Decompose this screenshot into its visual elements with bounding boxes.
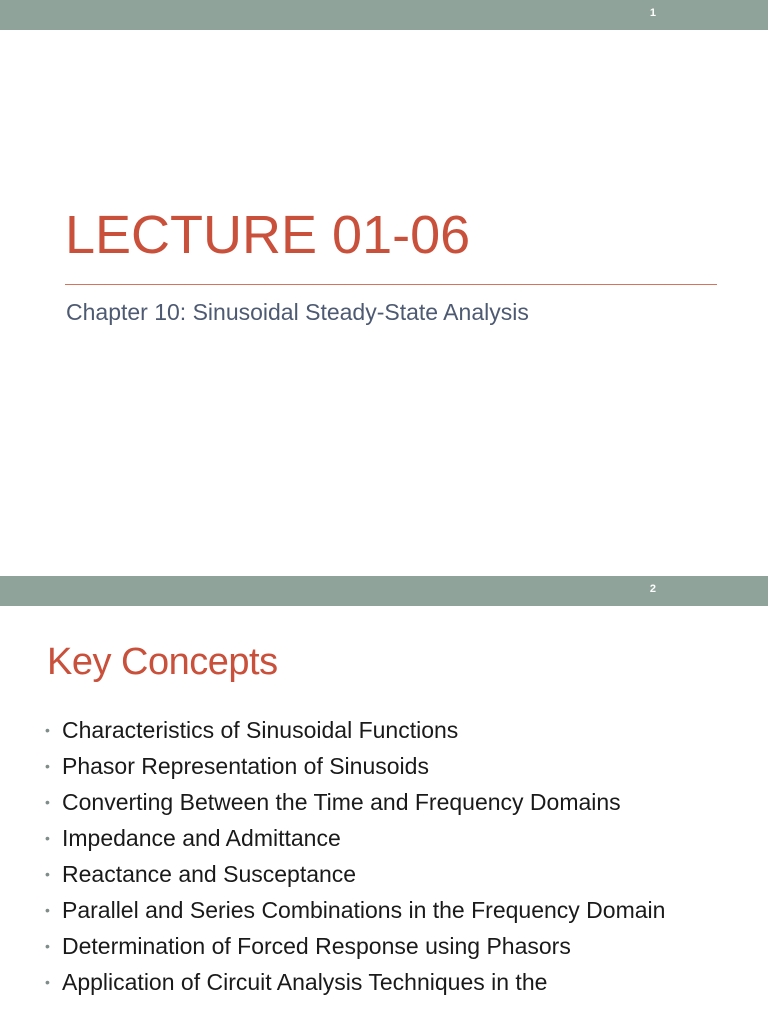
list-item-text: Characteristics of Sinusoidal Functions xyxy=(62,717,459,743)
slide-2 xyxy=(0,576,768,1024)
bullet-icon: • xyxy=(45,938,50,954)
slide-subtitle: Chapter 10: Sinusoidal Steady-State Analysis xyxy=(66,299,529,325)
bullet-icon: • xyxy=(45,722,50,738)
slide-title: LECTURE 01-06 xyxy=(65,205,471,265)
bullet-icon: • xyxy=(45,830,50,846)
list-item xyxy=(44,895,724,926)
list-item xyxy=(44,787,724,818)
slide-number: 1 xyxy=(649,7,656,19)
list-item xyxy=(44,823,724,854)
key-concepts-list xyxy=(44,715,724,1003)
list-item-text: Reactance and Susceptance xyxy=(62,861,357,887)
slide-header-bar xyxy=(0,0,768,30)
list-item xyxy=(44,931,724,962)
title-divider xyxy=(65,284,717,285)
list-item-text: Determination of Forced Response using Phasors xyxy=(62,933,571,959)
bullet-icon: • xyxy=(45,902,50,918)
list-item xyxy=(44,715,724,746)
list-item-text: Application of Circuit Analysis Techniques in the xyxy=(62,969,548,995)
slide-number: 2 xyxy=(649,583,656,595)
list-item-text: Converting Between the Time and Frequency Domains xyxy=(62,789,621,815)
list-item xyxy=(44,751,724,782)
list-item-text: Parallel and Series Combinations in the Frequency Domain xyxy=(62,897,666,923)
list-item xyxy=(44,967,724,998)
slide-heading: Key Concepts xyxy=(47,641,278,683)
bullet-icon: • xyxy=(45,758,50,774)
bullet-icon: • xyxy=(45,974,50,990)
list-item xyxy=(44,859,724,890)
slide-header-bar xyxy=(0,576,768,606)
bullet-icon: • xyxy=(45,794,50,810)
list-item-text: Impedance and Admittance xyxy=(62,825,341,851)
bullet-icon: • xyxy=(45,866,50,882)
list-item-text: Phasor Representation of Sinusoids xyxy=(62,753,429,779)
